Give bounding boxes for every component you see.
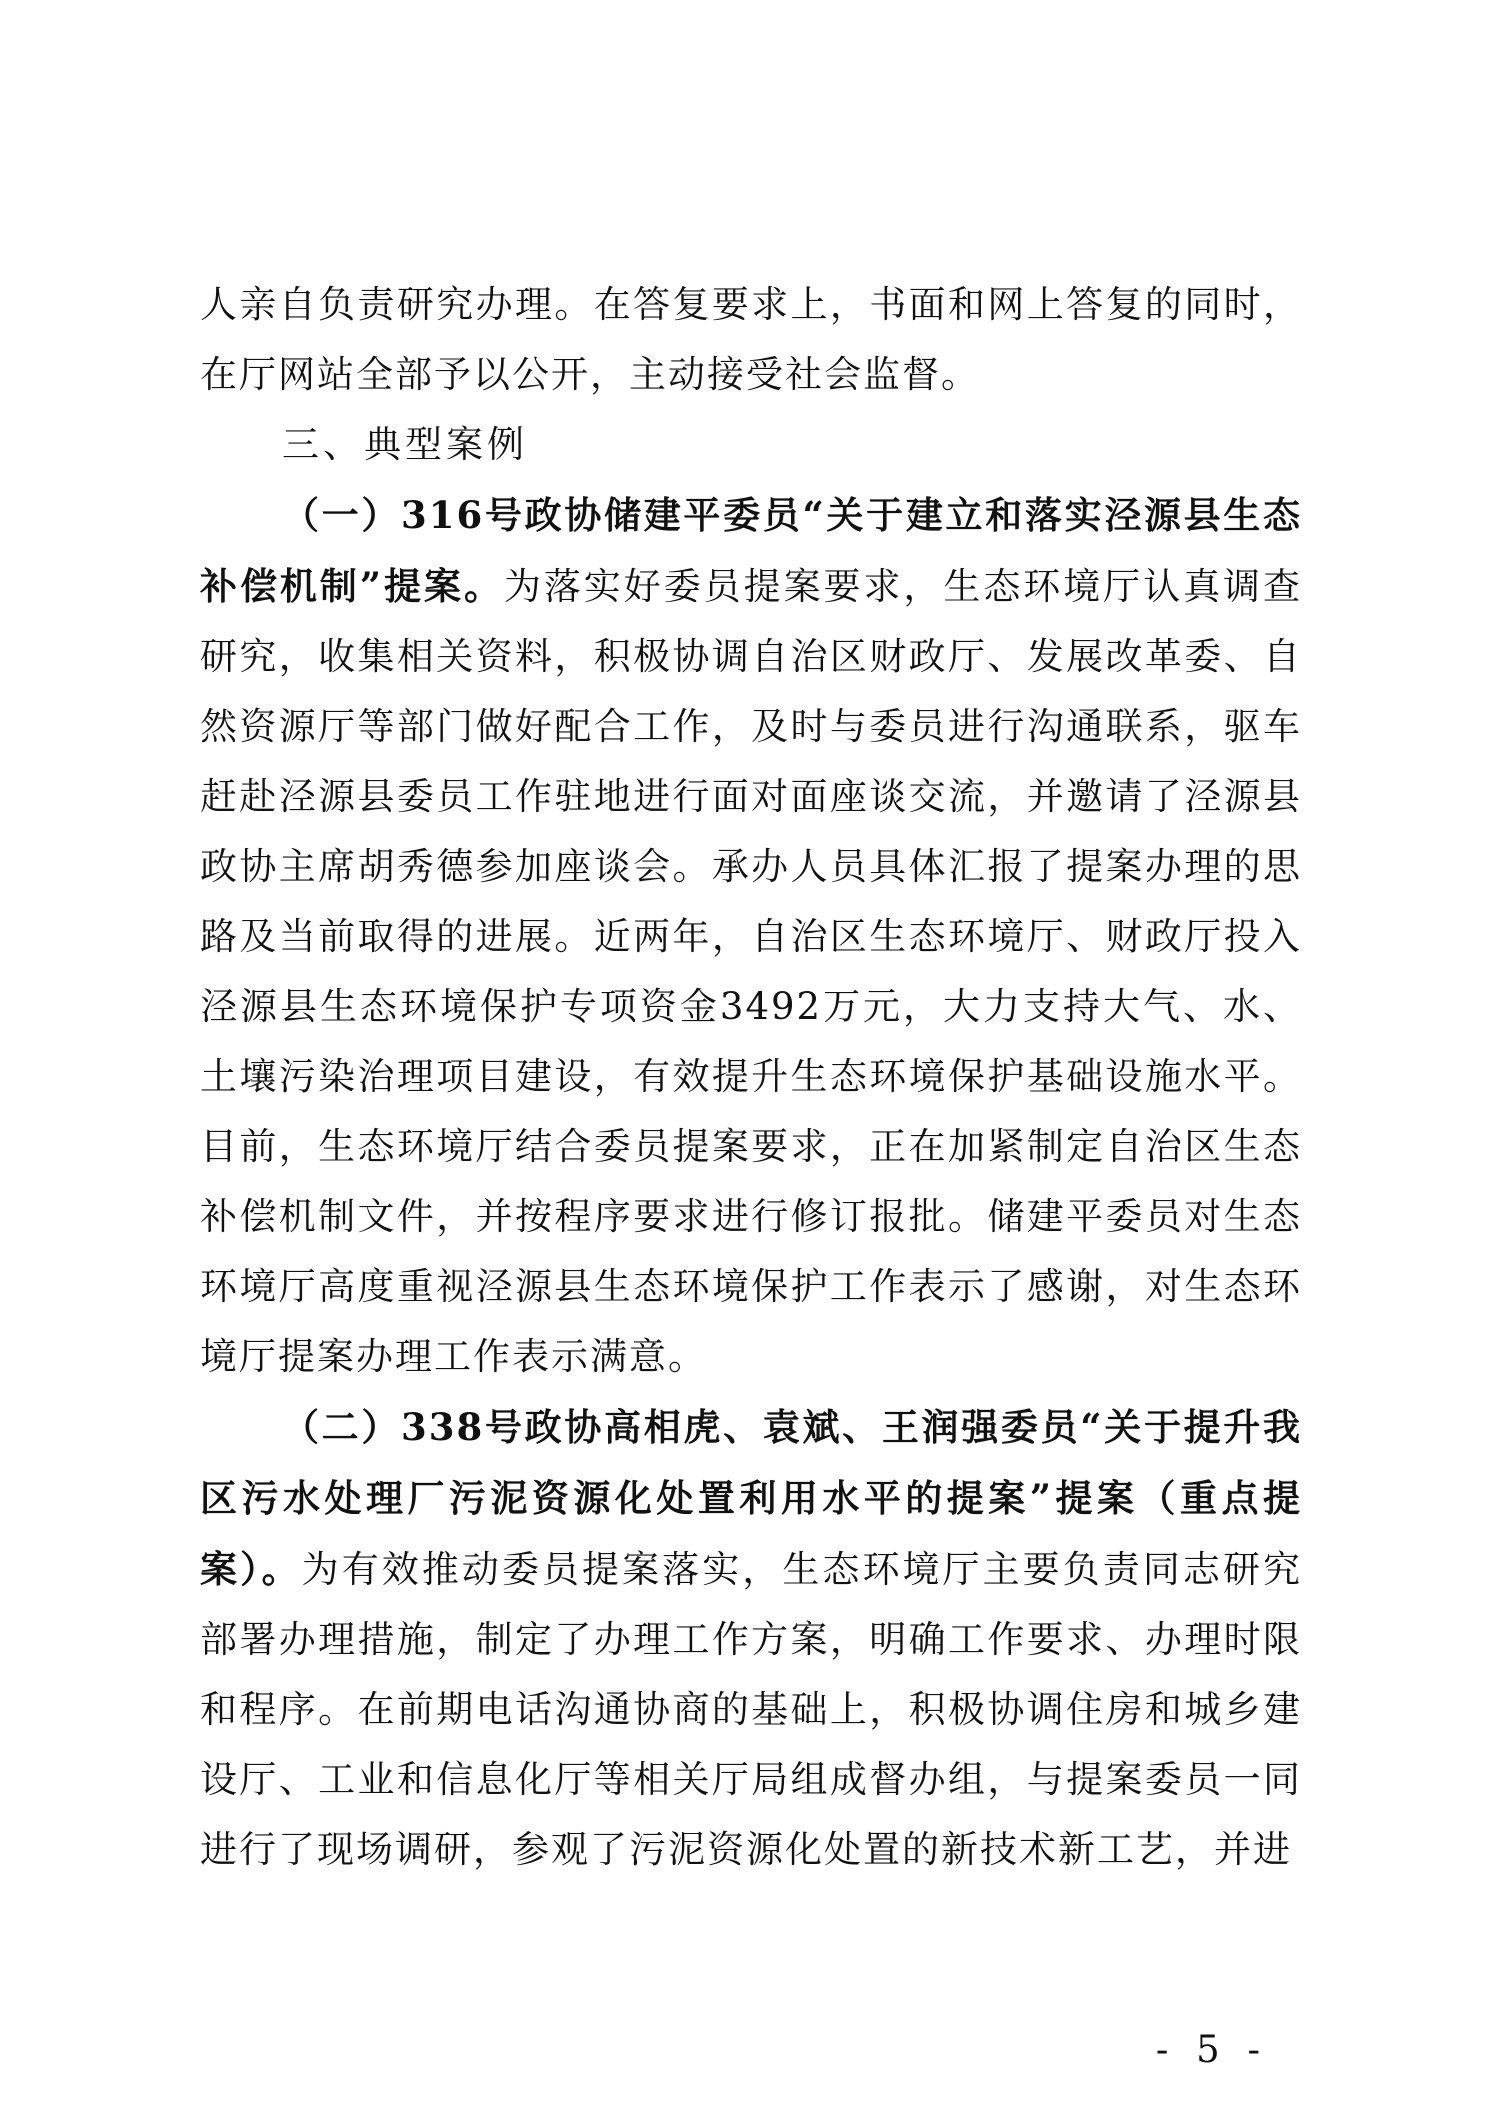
- case-1-paragraph: [200, 480, 1302, 1392]
- case-2-title: （二）338号政协高相虎、袁斌、王润强委员“关于提升我区污水处理厂污泥资源化处置利用水平的提案”提案（重点提案）。: [200, 1405, 1302, 1591]
- page-number: - 5 -: [1155, 2028, 1268, 2071]
- case-2-paragraph: [200, 1392, 1302, 1885]
- paragraph-continuation: 人亲自负责研究办理。在答复要求上，书面和网上答复的同时，在厅网站全部予以公开，主动接受社会监督。: [200, 283, 1302, 396]
- case-1-body: 为落实好委员提案要求，生态环境厅认真调查研究，收集相关资料，积极协调自治区财政厅、发展改革委、自然资源厅等部门做好配合工作，及时与委员进行沟通联系，驱车赶赴泾源县委员工作驻地进行面对面座谈交流，并邀请了泾源县政协主席胡秀德参加座谈会。承办人员具体汇报了提案办理的思路及当前取得的进展。近两年，自治区生态环境厅、财政厅投入泾源县生态环境保护专项资金3492万元，大力支持大气、水、土壤污染治理项目建设，有效提升生态环境保护基础设施水平。目前，生态环境厅结合委员提案要求，正在加紧制定自治区生态补偿机制文件，并按程序要求进行修订报批。储建平委员对生态环境厅高度重视泾源县生态环境保护工作表示了感谢，对生态环境厅提案办理工作表示满意。: [200, 565, 1302, 1378]
- section-heading-typical-cases: 三、典型案例: [282, 423, 528, 466]
- case-1-title: （一）316号政协储建平委员“关于建立和落实泾源县生态补偿机制”提案。: [200, 493, 1302, 608]
- case-2-body: 为有效推动委员提案落实，生态环境厅主要负责同志研究部署办理措施，制定了办理工作方案，明确工作要求、办理时限和程序。在前期电话沟通协商的基础上，积极协调住房和城乡建设厅、工业和信息化厅等相关厅局组成督办组，与提案委员一同进行了现场调研，参观了污泥资源化处置的新技术新工艺，并进: [200, 1548, 1303, 1871]
